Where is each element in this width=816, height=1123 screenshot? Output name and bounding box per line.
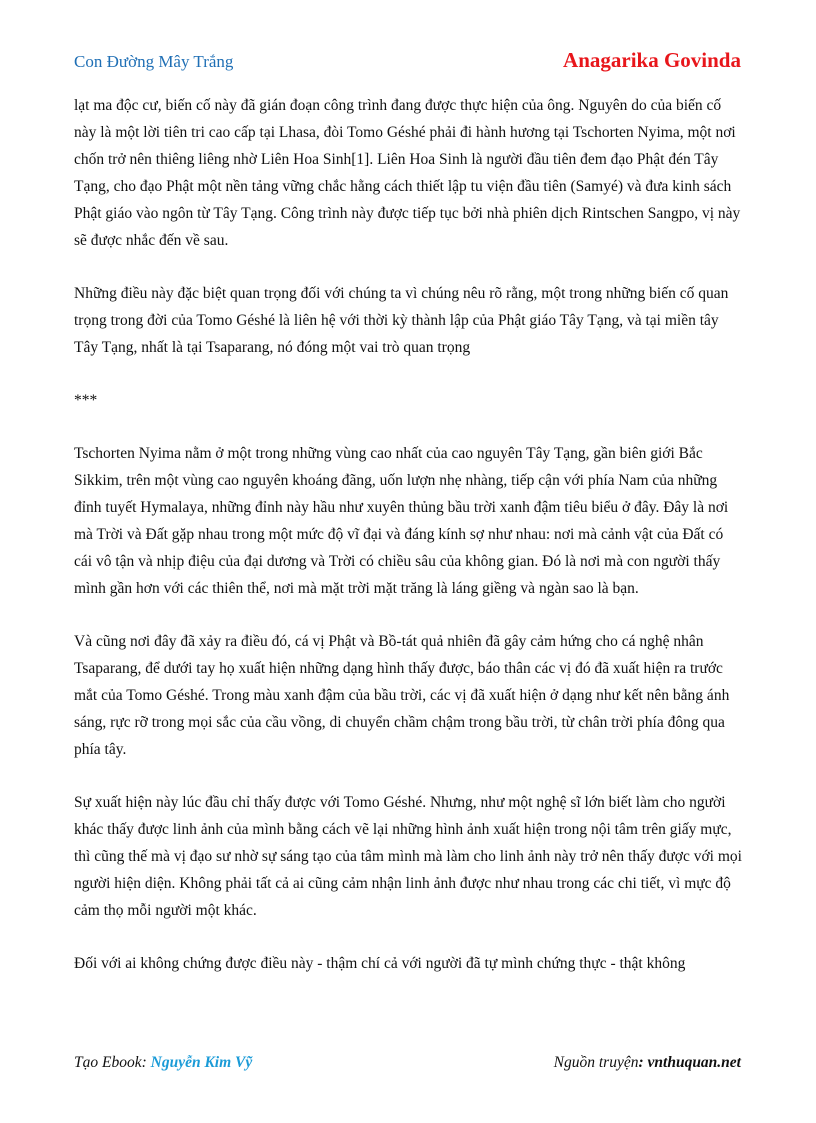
paragraph: Đối với ai không chứng được điều này - thậm chí cả với người đã tự mình chứng thực - thật không	[74, 955, 686, 972]
paragraph: Tschorten Nyima nằm ở một trong những vùng cao nhất của cao nguyên Tây Tạng, gần biên giới Bắc Sikkim, trên một vùng cao nguyên khoáng đãng, uốn lượn nhẹ nhàng, tiếp cận với phía Nam của những đỉnh tuyết Hymalaya, những đỉnh này hầu như xuyên thủng bầu trời xanh đậm tiêu biểu ở đây. Đây là nơi mà Trời và Đất gặp nhau trong một mức độ vĩ đại và đáng kính sợ như nhau: nơi mà cảnh vật của Đất có cái vô tận và nhịp điệu của đại dương và Trời có chiều sâu của không gian. Đó là nơi mà con người thấy mình gần hơn với các thiên thể, nơi mà mặt trời mặt trăng là láng giềng và ngàn sao là bạn.	[74, 445, 729, 597]
ebook-label: Tạo Ebook	[74, 1054, 142, 1071]
ebook-author: Nguyễn Kim Vỹ	[150, 1054, 253, 1071]
source-site: vnthuquan.net	[647, 1054, 741, 1071]
source-separator: :	[638, 1054, 648, 1071]
book-title: Con Đường Mây Trắng	[74, 52, 234, 71]
ebook-separator: :	[141, 1054, 151, 1071]
paragraph: Và cũng nơi đây đã xảy ra điều đó, cá vị Phật và Bồ-tát quả nhiên đã gây cảm hứng cho cá nghệ nhân Tsaparang, để dưới tay họ xuất hiện những dạng hình thấy được, báo thân các vị đó đã xuất hiện ra trước mắt của Tomo Géshé. Trong màu xanh đậm của bầu trời, các vị đã xuất hiện ở dạng như kết nên bằng ánh sáng, rực rỡ trong mọi sắc của cầu vồng, di chuyển chầm chậm trong bầu trời, từ chân trời phía đông qua phía tây.	[74, 633, 730, 758]
page-content	[74, 92, 744, 1003]
ebook-credit	[74, 1054, 252, 1072]
paragraph: Sự xuất hiện này lúc đầu chỉ thấy được với Tomo Géshé. Nhưng, như một nghệ sĩ lớn biết làm cho người khác thấy được linh ảnh của mình bằng cách vẽ lại những hình ảnh xuất hiện trong nội tâm trên giấy mực, thì cũng thế mà vị đạo sư nhờ sự sáng tạo của tâm mình mà làm cho linh ảnh này trở nên thấy được với mọi người hiện diện. Không phải tất cả ai cũng cảm nhận linh ảnh được như nhau trong các chi tiết, vì mực độ cảm thọ mỗi người một khác.	[74, 794, 742, 919]
source-label: Nguồn truyện	[553, 1054, 639, 1071]
page-header	[74, 48, 741, 78]
section-separator: ***	[74, 392, 98, 409]
paragraph: Những điều này đặc biệt quan trọng đối với chúng ta vì chúng nêu rõ rằng, một trong những biến cố quan trọng trong đời của Tomo Géshé là liên hệ với thời kỳ thành lập của Phật giáo Tây Tạng, và tại miền tây Tây Tạng, nhất là tại Tsaparang, nó đóng một vai trò quan trọng	[74, 285, 729, 356]
author-name: Anagarika Govinda	[563, 48, 741, 72]
paragraph: lạt ma độc cư, biến cố này đã gián đoạn công trình đang được thực hiện của ông. Nguyên do của biến cố này là một lời tiên tri cao cấp tại Lhasa, đòi Tomo Géshé phải đi hành hương tại Tschorten Nyima, một nơi chốn trở nên thiêng liêng nhờ Liên Hoa Sinh[1]. Liên Hoa Sinh là người đầu tiên đem đạo Phật đén Tây Tạng, cho đạo Phật một nền tảng vững chắc hằng cách thiết lập tu viện đầu tiên (Samyé) và đưa kinh sách Phật giáo vào ngôn từ Tây Tạng. Công trình này được tiếp tục bởi nhà phiên dịch Rintschen Sangpo, vị này sẽ được nhắc đến về sau.	[74, 97, 741, 249]
page-footer	[74, 1054, 741, 1078]
source-credit	[554, 1054, 741, 1072]
